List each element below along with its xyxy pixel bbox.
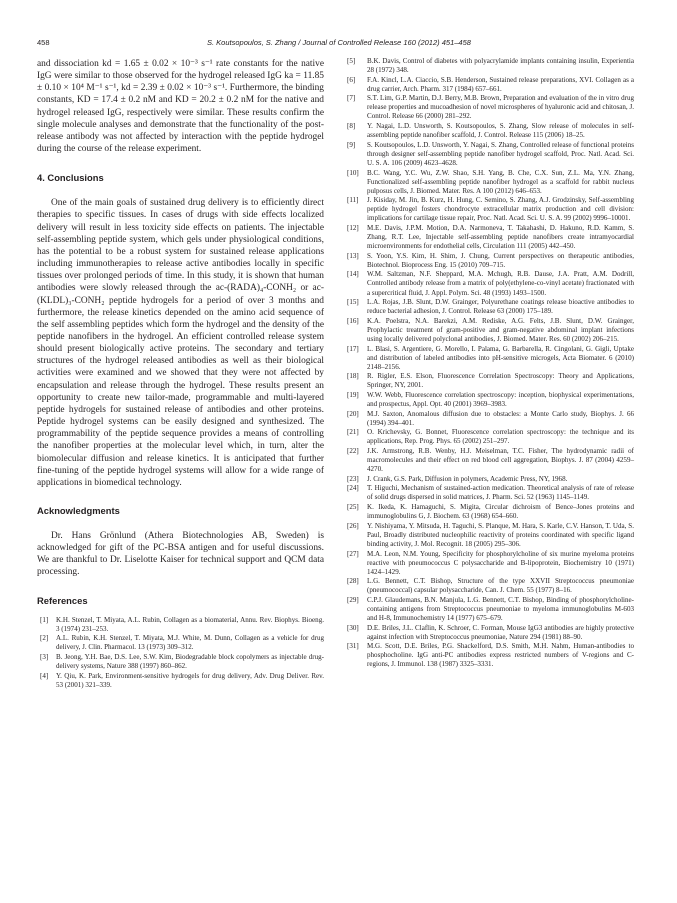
reference-item [347, 317, 634, 344]
reference-item [347, 410, 634, 428]
reference-text: J. Crank, G.S. Park, Diffusion in polymers, Academic Press, NY, 1968. [367, 474, 568, 483]
reference-number: [6] [347, 75, 356, 84]
reference-text: J. Kisiday, M. Jin, B. Kurz, H. Hung, C. Semino, S. Zhang, A.J. Grodzinsky, Self-assembling peptide hydrogel fosters chondrocyte extracellular matrix production and cell division: implications for cartilage tissue repair, Proc. Natl. Acad. Sci. U. S. A. 99 (2002) 9996–10001. [367, 196, 634, 223]
intro-paragraph: and dissociation kd = 1.65 ± 0.02 × 10⁻³ s⁻¹ rate constants for the native IgG were similar to those observed for the hydrogel released IgG ka = 11.85 ± 0.10 × 10⁴ M⁻¹ s⁻¹, kd = 2.39 ± 0.02 × 10⁻³ s⁻¹. Furthermore, the binding constants, KD = 17.4 ± 0.2 nM and KD = 20.2 ± 0.2 nM for the native and hydrogel released IgG, respectively were similar. These results confirm the single molecule analyses and demonstrate that the functionality of the post-release antibody was not affected by interaction with the peptide hydrogel during the course of the release experiment. [37, 59, 324, 155]
reference-item [347, 475, 634, 484]
reference-item [347, 94, 634, 121]
left-column [37, 58, 324, 690]
reference-text: S.T. Lim, G.P. Martin, D.J. Berry, M.B. Brown, Preparation and evaluation of the in vitro drug release properties and mucoadhesion of novel microspheres of hyaluronic acid and chitosan, J. Control. Release 66 (2000) 281–292. [367, 94, 634, 121]
references-list-right [347, 57, 634, 670]
reference-item [347, 484, 634, 502]
reference-number: [15] [347, 298, 359, 307]
reference-number: [16] [347, 316, 359, 325]
reference-number: [20] [347, 409, 359, 418]
reference-number: [17] [347, 344, 359, 353]
reference-text: A.L. Rubin, K.H. Stenzel, T. Miyata, M.J. White, M. Dunn, Collagen as a vehicle for drug delivery, J. Clin. Pharmacol. 13 (1973) 309–312. [56, 634, 324, 652]
reference-text: L. Blasi, S. Argentiere, G. Morello, I. Palama, G. Barbarella, R. Cingolani, G. Gigli, Uptake and distribution of labeled antibodies into pH-sensitive microgels, Acta Biomater. 6 (2010) 2148–2156. [367, 344, 634, 371]
reference-number: [13] [347, 251, 359, 260]
reference-text: B.K. Davis, Control of diabetes with polyacrylamide implants containing insulin, Experientia 28 (1972) 348. [367, 57, 634, 75]
reference-number: [25] [347, 503, 359, 512]
running-head: S. Koutsopoulos, S. Zhang / Journal of Controlled Release 160 (2012) 451–458 [207, 38, 471, 47]
reference-text: Y. Qiu, K. Park, Environment-sensitive hydrogels for drug delivery, Adv. Drug Deliver. Rev. 53 (2001) 321–339. [56, 671, 324, 689]
reference-number: [8] [347, 122, 356, 131]
reference-item [347, 122, 634, 140]
reference-text: K. Ikeda, K. Hamaguchi, S. Migita, Circular dichroism of Bence–Jones proteins and immunoglobulins G, J. Biochem. 63 (1968) 654–660. [367, 503, 634, 521]
reference-item [40, 672, 324, 690]
reference-number: [26] [347, 521, 359, 530]
reference-item [347, 76, 634, 94]
reference-text: K.A. Poelstra, N.A. Barekzi, A.M. Rediske, A.G. Felts, J.B. Slunt, D.W. Grainger, Prophylactic treatment of gram-positive and gram-negative abdominal implant infections using locally delivered polyclonal antibodies, J. Biomed. Mater. Res. 60 (2002) 206–215. [367, 316, 634, 343]
reference-text: S. Koutsopoulos, L.D. Unsworth, Y. Nagai, S. Zhang, Controlled release of functional proteins through designer self-assembling peptide nanofiber hydrogel scaffold, Proc. Natl. Acad. Sci. U. S. A. 106 (2009) 4623–4628. [367, 140, 634, 167]
reference-text: M.A. Leon, N.M. Young, Specificity for phosphorylcholine of six murine myeloma proteins reactive with pneumococcus C polysaccharide and B-lipoprotein, Biochemistry 10 (1971) 1424–1429. [367, 549, 634, 576]
reference-item [347, 57, 634, 75]
reference-text: O. Krichevsky, G. Bonnet, Fluorescence correlation spectroscopy: the technique and its applications, Rep. Prog. Phys. 65 (2002) 251–297. [367, 428, 634, 446]
reference-item [347, 503, 634, 521]
reference-text: D.E. Briles, J.L. Claflin, K. Schroer, C. Forman, Mouse IgG3 antibodies are highly protective against infection with Streptococcus pneumoniae, Nature 294 (1981) 88–90. [367, 623, 634, 641]
reference-item [347, 196, 634, 223]
reference-item [347, 624, 634, 642]
reference-number: [18] [347, 372, 359, 381]
page-number: 458 [37, 38, 50, 47]
reference-text: B.C. Wang, Y.C. Wu, Z.W. Shao, S.H. Yang, B. Che, C.X. Sun, Z.L. Ma, Y.N. Zhang, Functionalized self-assembling peptide nanofiber hydrogel as a scaffold for rabbit nucleus pulposus cells, J. Biomed. Mater. Res. A 100 (2012) 646–653. [367, 168, 634, 195]
reference-number: [11] [347, 196, 359, 205]
reference-text: L.G. Bennett, C.T. Bishop, Structure of the type XXVII Streptococcus pneumoniae (pneumococcal) capsular polysaccharide, Can. J. Chem. 55 (1977) 8–16. [367, 577, 634, 595]
reference-number: [2] [40, 634, 49, 643]
reference-item [347, 447, 634, 474]
reference-item [40, 616, 324, 634]
reference-item [347, 428, 634, 446]
reference-text: K.H. Stenzel, T. Miyata, A.L. Rubin, Collagen as a biomaterial, Annu. Rev. Biophys. Bioeng. 3 (1974) 231–253. [56, 615, 324, 633]
reference-number: [19] [347, 391, 359, 399]
reference-text: M.G. Scott, D.E. Briles, P.G. Shackelford, D.S. Smith, M.H. Nahm, Human-antibodies to phosphocholine. IgG anti-PC antibodies express restricted numbers of V-regions and C-regions, J. Immunol. 138 (1987) 3325–3331. [367, 642, 634, 669]
right-column [347, 57, 634, 670]
reference-text: M.E. Davis, J.P.M. Motion, D.A. Narmoneva, T. Takahashi, D. Hakuno, R.D. Kamm, S. Zhang, R.T. Lee, Injectable self-assembling peptide nanofibers create intramyocardial microenvironments for endothelial cells, Circulation 111 (2005) 442–450. [367, 224, 634, 251]
reference-text: F.A. Kincl, L.A. Ciaccio, S.B. Henderson, Sustained release preparations, XVI. Collagen as a drug carrier, Arch. Pharm. 317 (1984) 657–661. [367, 75, 634, 93]
reference-text: Y. Nishiyama, Y. Mitsuda, H. Taguchi, S. Planque, M. Hara, S. Karle, C.V. Hanson, T. Uda, S. Paul, Broadly distributed nucleophilic reactivity of proteins coordinated with specific ligand binding activity, J. Mol. Recognit. 18 (2005) 295–306. [367, 521, 634, 548]
reference-item [347, 642, 634, 669]
acknowledgments-paragraph: Dr. Hans Grönlund (Athera Biotechnologies AB, Sweden) is acknowledged for gift of the PC-BSA antigen and for useful discussions. We are thankful to Dr. Liselotte Kaiser for technical support and QCM data processing. [37, 531, 324, 578]
reference-number: [4] [40, 671, 49, 680]
conclusions-heading: 4. Conclusions [37, 172, 104, 184]
reference-item [347, 252, 634, 270]
reference-text: L.A. Rojas, J.B. Slunt, D.W. Grainger, Polyurethane coatings release bioactive antibodies to reduce bacterial adhesion, J. Control. Release 63 (2000) 175–189. [367, 298, 634, 316]
reference-text: W.W. Webb, Fluorescence correlation spectroscopy: inception, biophysical experimentations, and prospectus, Appl. Opt. 40 (2001) 3969–3983. [367, 391, 634, 409]
reference-number: [24] [347, 484, 359, 493]
reference-number: [14] [347, 270, 359, 279]
reference-number: [3] [40, 653, 49, 661]
reference-item [347, 391, 634, 409]
reference-text: T. Higuchi, Mechanism of sustained-action medication. Theoretical analysis of rate of release of solid drugs dispersed in solid matrices, J. Pharm. Sci. 52 (1963) 1145–1149. [367, 484, 634, 502]
reference-item [347, 577, 634, 595]
reference-item [347, 522, 634, 549]
reference-item [347, 596, 634, 623]
reference-number: [5] [347, 57, 356, 65]
reference-item [347, 270, 634, 297]
reference-number: [12] [347, 224, 359, 232]
reference-number: [10] [347, 168, 359, 177]
reference-text: S. Yoon, Y.S. Kim, H. Shim, J. Chung, Current perspectives on therapeutic antibodies, Biotechnol. Bioprocess Eng. 15 (2010) 709–715. [367, 251, 634, 269]
reference-item [347, 550, 634, 577]
reference-item [347, 141, 634, 168]
reference-text: M.J. Saxton, Anomalous diffusion due to obstacles: a Monte Carlo study, Biophys. J. 66 (1994) 394–401. [367, 409, 634, 427]
reference-text: C.P.J. Glaudemans, B.N. Manjula, L.G. Bennett, C.T. Bishop, Binding of phosphorylcholine-containing antigens from Streptococcus pneumoniae to myeloma immunoglobulins M-603 and H-8, Immunochemistry 14 (1977) 675–679. [367, 595, 634, 623]
reference-number: [22] [347, 447, 359, 456]
reference-number: [28] [347, 577, 359, 586]
reference-number: [21] [347, 428, 359, 437]
reference-number: [29] [347, 595, 359, 604]
reference-item [347, 224, 634, 251]
reference-item [40, 634, 324, 652]
reference-number: [1] [40, 615, 49, 624]
references-heading: References [37, 594, 88, 606]
reference-item [347, 372, 634, 390]
reference-number: [9] [347, 140, 356, 149]
reference-text: B. Jeong, Y.H. Bae, D.S. Lee, S.W. Kim, Biodegradable block copolymers as injectable drug-delivery systems, Nature 388 (1997) 860–862. [56, 653, 324, 671]
reference-text: R. Rigler, E.S. Elson, Fluorescence Correlation Spectroscopy: Theory and Applications, Springer, NY, 2001. [367, 372, 634, 390]
reference-number: [7] [347, 94, 356, 103]
reference-number: [31] [347, 642, 359, 651]
reference-text: J.K. Armstrong, R.B. Wenby, H.J. Meiselman, T.C. Fisher, The hydrodynamic radii of macromolecules and their effect on red blood cell aggregation, Biophys. J. 87 (2004) 4259–4270. [367, 447, 634, 474]
conclusions-paragraph: One of the main goals of sustained drug delivery is to efficiently direct therapies to specific tissues. In cases of drugs with side effects localized delivery will result in less toxicity side effects on patients. The injectable self-assembling peptide system, which gels under physiological conditions, has the potential to be a robust system for sustained release applications including immunotherapies to release active antibodies locally in specific tissues over prolonged periods of time. In this study, it is shown that human antibodies were slowly released through the ac-(RADA)₄-CONH₂ or ac-(KLDL)₃-CONH₂ peptide hydrogels for a period of over 3 months and furthermore, the release kinetics depended on the amino acid sequence of the self assembling peptides which form the hydrogel and the density of the peptide nanofibers in the hydrogel. An efficient controlled release system should present biologically active proteins. The secondary and tertiary structures of the hydrogel released antibodies as well as their biological activities were examined and we showed that they were not affected by encapsulation and release through the hydrogel. These results present an opportunity to create new tailor-made, programmable and multi-layered peptide hydrogels for sustained release of antibodies and other proteins. Peptide hydrogel systems can be easily designed and synthesized. The programmability of the peptide sequence provides a means of controlling the nanofiber properties at the molecular level which, in turn, alter the biomolecular diffusion and release kinetics. It is anticipated that further fine-tuning of the peptide hydrogel systems will allow for a wide range of applications in biomedical technology. [37, 198, 324, 488]
reference-item [40, 653, 324, 671]
references-list-left [37, 616, 324, 690]
reference-text: Y. Nagai, L.D. Unsworth, S. Koutsopoulos, S. Zhang, Slow release of molecules in self-assembling peptide nanofiber scaffold, J. Control. Release 115 (2006) 18–25. [367, 122, 634, 140]
reference-text: W.M. Saltzman, N.F. Sheppard, M.A. Mchugh, R.B. Dause, J.A. Pratt, A.M. Dodrill, Controlled antibody release from a matrix of poly(ethylene-co-vinyl acetate) fractionated with a supercritical fluid, J. Appl. Polym. Sci. 48 (1993) 1493–1500. [367, 270, 634, 297]
reference-item [347, 345, 634, 372]
reference-item [347, 298, 634, 316]
reference-number: [27] [347, 549, 359, 558]
reference-item [347, 169, 634, 196]
reference-number: [23] [347, 474, 359, 483]
acknowledgments-heading: Acknowledgments [37, 505, 120, 516]
reference-number: [30] [347, 623, 359, 632]
